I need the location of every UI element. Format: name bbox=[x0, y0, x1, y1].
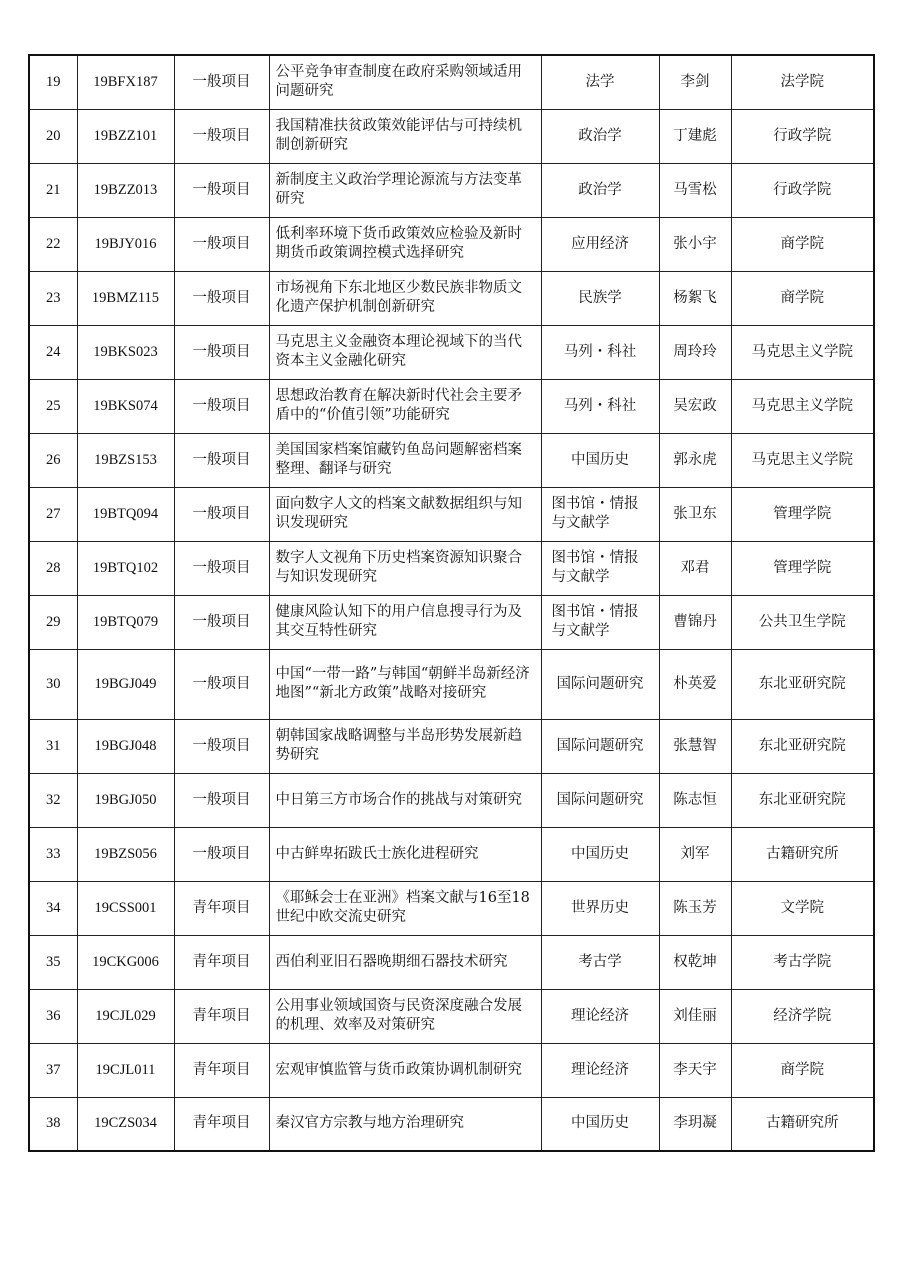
project-code: 19CSS001 bbox=[77, 881, 174, 935]
row-number: 27 bbox=[29, 487, 77, 541]
project-title: 健康风险认知下的用户信息搜寻行为及其交互特性研究 bbox=[269, 595, 541, 649]
table-row bbox=[29, 379, 874, 433]
table-row bbox=[29, 1097, 874, 1151]
project-code: 19CJL011 bbox=[77, 1043, 174, 1097]
project-code: 19BGJ050 bbox=[77, 773, 174, 827]
table-row bbox=[29, 271, 874, 325]
row-number: 22 bbox=[29, 217, 77, 271]
table-row bbox=[29, 719, 874, 773]
project-leader: 杨絮飞 bbox=[659, 271, 731, 325]
project-title: 《耶稣会士在亚洲》档案文献与16至18世纪中欧交流史研究 bbox=[269, 881, 541, 935]
project-code: 19BGJ049 bbox=[77, 649, 174, 719]
project-type: 青年项目 bbox=[174, 989, 269, 1043]
project-type: 一般项目 bbox=[174, 271, 269, 325]
project-type: 一般项目 bbox=[174, 487, 269, 541]
row-number: 35 bbox=[29, 935, 77, 989]
table-row bbox=[29, 989, 874, 1043]
project-title: 中国“一带一路”与韩国“朝鲜半岛新经济地图”“新北方政策”战略对接研究 bbox=[269, 649, 541, 719]
table-row bbox=[29, 773, 874, 827]
project-title: 公用事业领域国资与民资深度融合发展的机理、效率及对策研究 bbox=[269, 989, 541, 1043]
project-title: 公平竞争审查制度在政府采购领域适用问题研究 bbox=[269, 55, 541, 109]
project-subject: 马列・科社 bbox=[541, 379, 659, 433]
project-type: 青年项目 bbox=[174, 881, 269, 935]
project-title: 数字人文视角下历史档案资源知识聚合与知识发现研究 bbox=[269, 541, 541, 595]
project-title: 朝韩国家战略调整与半岛形势发展新趋势研究 bbox=[269, 719, 541, 773]
project-type: 一般项目 bbox=[174, 217, 269, 271]
project-code: 19BGJ048 bbox=[77, 719, 174, 773]
project-type: 一般项目 bbox=[174, 773, 269, 827]
project-subject: 政治学 bbox=[541, 109, 659, 163]
project-title: 宏观审慎监管与货币政策协调机制研究 bbox=[269, 1043, 541, 1097]
project-unit: 文学院 bbox=[731, 881, 874, 935]
project-subject: 中国历史 bbox=[541, 1097, 659, 1151]
project-code: 19BZZ013 bbox=[77, 163, 174, 217]
project-unit: 管理学院 bbox=[731, 487, 874, 541]
project-title: 面向数字人文的档案文献数据组织与知识发现研究 bbox=[269, 487, 541, 541]
project-code: 19BTQ079 bbox=[77, 595, 174, 649]
project-leader: 张卫东 bbox=[659, 487, 731, 541]
table-row bbox=[29, 649, 874, 719]
row-number: 21 bbox=[29, 163, 77, 217]
row-number: 38 bbox=[29, 1097, 77, 1151]
row-number: 25 bbox=[29, 379, 77, 433]
project-subject: 法学 bbox=[541, 55, 659, 109]
project-leader: 李玥凝 bbox=[659, 1097, 731, 1151]
project-subject: 马列・科社 bbox=[541, 325, 659, 379]
project-leader: 丁建彪 bbox=[659, 109, 731, 163]
project-subject: 民族学 bbox=[541, 271, 659, 325]
project-type: 青年项目 bbox=[174, 1043, 269, 1097]
project-leader: 吴宏政 bbox=[659, 379, 731, 433]
project-subject: 理论经济 bbox=[541, 989, 659, 1043]
project-subject: 图书馆・情报与文献学 bbox=[541, 541, 659, 595]
row-number: 30 bbox=[29, 649, 77, 719]
table-row bbox=[29, 1043, 874, 1097]
project-subject: 国际问题研究 bbox=[541, 649, 659, 719]
project-title: 思想政治教育在解决新时代社会主要矛盾中的“价值引领”功能研究 bbox=[269, 379, 541, 433]
table-body bbox=[29, 55, 874, 1151]
project-subject: 应用经济 bbox=[541, 217, 659, 271]
project-title: 市场视角下东北地区少数民族非物质文化遗产保护机制创新研究 bbox=[269, 271, 541, 325]
project-code: 19BJY016 bbox=[77, 217, 174, 271]
project-unit: 法学院 bbox=[731, 55, 874, 109]
project-type: 青年项目 bbox=[174, 1097, 269, 1151]
project-unit: 古籍研究所 bbox=[731, 1097, 874, 1151]
project-table bbox=[28, 54, 875, 1152]
project-type: 一般项目 bbox=[174, 109, 269, 163]
project-code: 19BMZ115 bbox=[77, 271, 174, 325]
row-number: 33 bbox=[29, 827, 77, 881]
project-title: 新制度主义政治学理论源流与方法变革研究 bbox=[269, 163, 541, 217]
project-leader: 曹锦丹 bbox=[659, 595, 731, 649]
project-unit: 管理学院 bbox=[731, 541, 874, 595]
table-row bbox=[29, 163, 874, 217]
project-leader: 刘佳丽 bbox=[659, 989, 731, 1043]
project-type: 一般项目 bbox=[174, 163, 269, 217]
table-row bbox=[29, 217, 874, 271]
project-type: 一般项目 bbox=[174, 719, 269, 773]
row-number: 24 bbox=[29, 325, 77, 379]
table-row bbox=[29, 109, 874, 163]
table-row bbox=[29, 827, 874, 881]
table-row bbox=[29, 55, 874, 109]
project-code: 19BZZ101 bbox=[77, 109, 174, 163]
project-type: 一般项目 bbox=[174, 325, 269, 379]
project-unit: 马克思主义学院 bbox=[731, 433, 874, 487]
project-subject: 中国历史 bbox=[541, 433, 659, 487]
project-unit: 东北亚研究院 bbox=[731, 649, 874, 719]
project-code: 19CJL029 bbox=[77, 989, 174, 1043]
project-type: 一般项目 bbox=[174, 55, 269, 109]
project-leader: 李天宇 bbox=[659, 1043, 731, 1097]
project-leader: 陈玉芳 bbox=[659, 881, 731, 935]
project-unit: 行政学院 bbox=[731, 109, 874, 163]
row-number: 34 bbox=[29, 881, 77, 935]
project-type: 一般项目 bbox=[174, 541, 269, 595]
project-type: 一般项目 bbox=[174, 649, 269, 719]
project-leader: 刘军 bbox=[659, 827, 731, 881]
project-unit: 马克思主义学院 bbox=[731, 325, 874, 379]
project-unit: 东北亚研究院 bbox=[731, 773, 874, 827]
project-title: 我国精准扶贫政策效能评估与可持续机制创新研究 bbox=[269, 109, 541, 163]
project-unit: 东北亚研究院 bbox=[731, 719, 874, 773]
project-subject: 中国历史 bbox=[541, 827, 659, 881]
project-leader: 李剑 bbox=[659, 55, 731, 109]
project-code: 19BFX187 bbox=[77, 55, 174, 109]
project-leader: 周玲玲 bbox=[659, 325, 731, 379]
project-subject: 考古学 bbox=[541, 935, 659, 989]
row-number: 20 bbox=[29, 109, 77, 163]
project-title: 中日第三方市场合作的挑战与对策研究 bbox=[269, 773, 541, 827]
project-unit: 经济学院 bbox=[731, 989, 874, 1043]
row-number: 23 bbox=[29, 271, 77, 325]
project-leader: 张小宇 bbox=[659, 217, 731, 271]
project-type: 一般项目 bbox=[174, 433, 269, 487]
row-number: 36 bbox=[29, 989, 77, 1043]
project-subject: 图书馆・情报与文献学 bbox=[541, 595, 659, 649]
project-code: 19BTQ094 bbox=[77, 487, 174, 541]
project-code: 19BTQ102 bbox=[77, 541, 174, 595]
row-number: 29 bbox=[29, 595, 77, 649]
row-number: 32 bbox=[29, 773, 77, 827]
project-unit: 古籍研究所 bbox=[731, 827, 874, 881]
project-code: 19BZS056 bbox=[77, 827, 174, 881]
project-leader: 权乾坤 bbox=[659, 935, 731, 989]
project-title: 中古鲜卑拓跋氏士族化进程研究 bbox=[269, 827, 541, 881]
table-row bbox=[29, 541, 874, 595]
project-subject: 政治学 bbox=[541, 163, 659, 217]
project-unit: 商学院 bbox=[731, 217, 874, 271]
table-row bbox=[29, 881, 874, 935]
project-type: 一般项目 bbox=[174, 379, 269, 433]
project-unit: 商学院 bbox=[731, 271, 874, 325]
table-row bbox=[29, 487, 874, 541]
project-type: 一般项目 bbox=[174, 595, 269, 649]
project-subject: 世界历史 bbox=[541, 881, 659, 935]
project-code: 19CKG006 bbox=[77, 935, 174, 989]
project-subject: 理论经济 bbox=[541, 1043, 659, 1097]
project-unit: 行政学院 bbox=[731, 163, 874, 217]
project-code: 19BKS074 bbox=[77, 379, 174, 433]
project-subject: 图书馆・情报与文献学 bbox=[541, 487, 659, 541]
project-title: 西伯利亚旧石器晚期细石器技术研究 bbox=[269, 935, 541, 989]
project-unit: 公共卫生学院 bbox=[731, 595, 874, 649]
project-title: 低利率环境下货币政策效应检验及新时期货币政策调控模式选择研究 bbox=[269, 217, 541, 271]
project-unit: 马克思主义学院 bbox=[731, 379, 874, 433]
project-code: 19BKS023 bbox=[77, 325, 174, 379]
row-number: 31 bbox=[29, 719, 77, 773]
project-title: 秦汉官方宗教与地方治理研究 bbox=[269, 1097, 541, 1151]
table-row bbox=[29, 433, 874, 487]
row-number: 37 bbox=[29, 1043, 77, 1097]
project-code: 19CZS034 bbox=[77, 1097, 174, 1151]
project-leader: 马雪松 bbox=[659, 163, 731, 217]
project-leader: 郭永虎 bbox=[659, 433, 731, 487]
project-type: 青年项目 bbox=[174, 935, 269, 989]
project-leader: 张慧智 bbox=[659, 719, 731, 773]
row-number: 26 bbox=[29, 433, 77, 487]
project-leader: 邓君 bbox=[659, 541, 731, 595]
project-subject: 国际问题研究 bbox=[541, 773, 659, 827]
project-leader: 朴英爱 bbox=[659, 649, 731, 719]
project-code: 19BZS153 bbox=[77, 433, 174, 487]
project-unit: 商学院 bbox=[731, 1043, 874, 1097]
table-row bbox=[29, 325, 874, 379]
project-title: 马克思主义金融资本理论视域下的当代资本主义金融化研究 bbox=[269, 325, 541, 379]
row-number: 19 bbox=[29, 55, 77, 109]
project-subject: 国际问题研究 bbox=[541, 719, 659, 773]
row-number: 28 bbox=[29, 541, 77, 595]
project-type: 一般项目 bbox=[174, 827, 269, 881]
table-row bbox=[29, 935, 874, 989]
project-leader: 陈志恒 bbox=[659, 773, 731, 827]
table-row bbox=[29, 595, 874, 649]
project-unit: 考古学院 bbox=[731, 935, 874, 989]
project-title: 美国国家档案馆藏钓鱼岛问题解密档案整理、翻译与研究 bbox=[269, 433, 541, 487]
